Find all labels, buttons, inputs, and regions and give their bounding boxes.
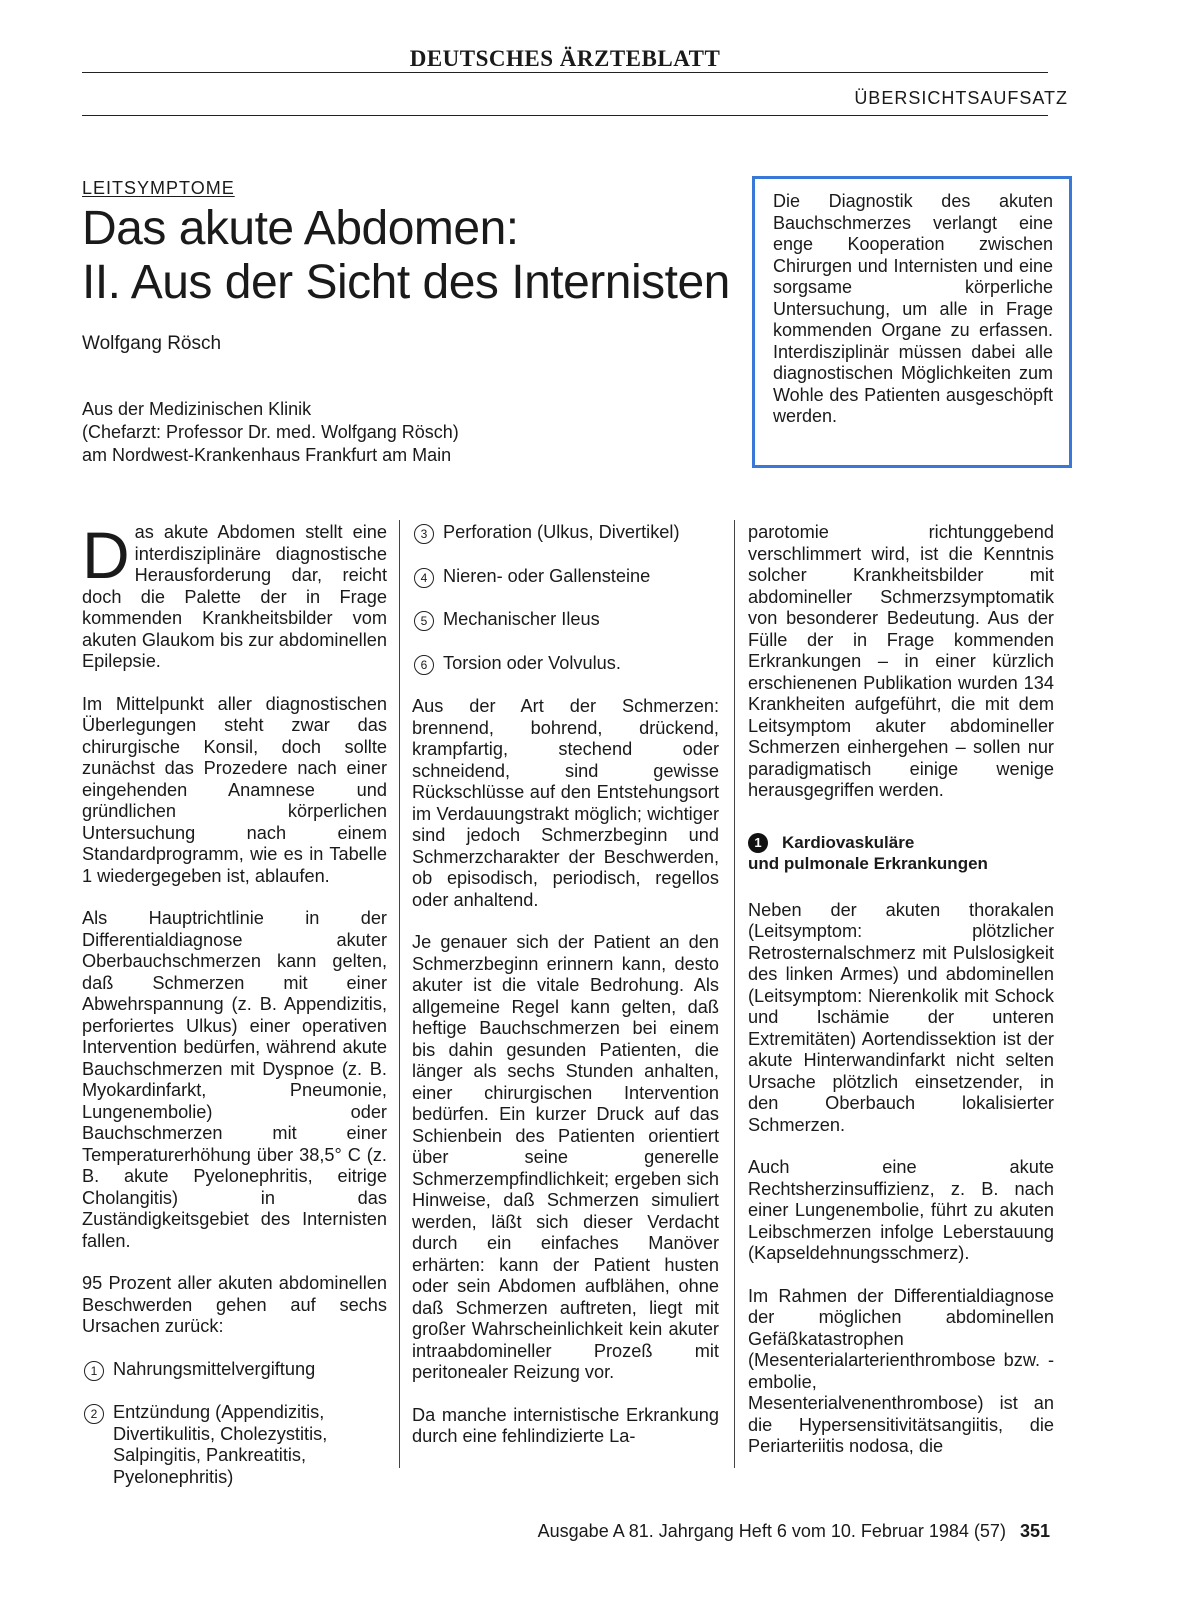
title-line-1: Das akute Abdomen: [82,202,519,255]
footer-citation: Ausgabe A 81. Jahrgang Heft 6 vom 10. Februar 1984 (57) [537,1521,1006,1541]
list-item-text: Perforation (Ulkus, Divertikel) [443,522,680,542]
circled-number: 3 [414,524,434,544]
list-item-text: Torsion oder Volvulus. [443,652,621,673]
column-3 [748,522,1054,1479]
section-label: ÜBERSICHTSAUFSATZ [854,88,1068,108]
paragraph [82,518,387,673]
heading-line-1: Kardiovaskuläre [782,832,915,852]
paragraph: Je genauer sich der Patient an den Schmerzbeginn erinnern kann, desto akuter ist die vitale Bedrohung. Als allgemeine Regel kann gelten, daß heftige Bauchschmerzen bei einem bis dahin gesunden Patienten, die länger als sechs Stunden anhalten, einer chirurgischen Intervention bedürfen. Ein kurzer Druck auf das Schienbein des Patienten orientiert über seine generelle Schmerzempfindlichkeit; ergeben sich Hinweise, daß Schmerzen simuliert werden, läßt sich dieser Verdacht durch ein einfaches Manöver erhärten: kann der Patient husten oder sein Abdomen aufblähen, ohne daß Schmerzen auftreten, liegt mit großer Wahrscheinlichkeit kein akuter intraabdomineller Prozeß mit peritonealer Reizung vor. [412,932,719,1382]
column-1 [82,518,387,1510]
list-item-text: Nahrungsmittelvergiftung [113,1358,316,1379]
column-divider-2 [734,520,735,1468]
drop-cap: D [82,518,130,592]
column-2 [412,522,719,1469]
title-line-2: II. Aus der Sicht des Internisten [82,256,730,309]
section-heading-text [748,832,988,874]
circled-number: 1 [84,1361,104,1381]
list-item [82,1359,387,1381]
list-item [82,1402,387,1488]
paragraph: parotomie richtunggebend verschlimmert wird, ist die Kenntnis solcher Krankheitsbilder mit abdomineller Schmerzsymptomatik von besonderer Bedeutung. Aus der Fülle der in Frage kommenden Erkrankungen – in einer kürzlich erschienenen Publikation wurden 134 Krankheiten aufgeführt, die mit dem Leitsymptom akuter abdomineller Schmerzen einhergehen – sollen nur paradigmatisch einige wenige herausgegriffen werden. [748,522,1054,800]
paragraph: Da manche internistische Erkrankung durch eine fehlindizierte La- [412,1404,719,1446]
list-item [412,522,719,544]
circled-number: 5 [414,611,434,631]
header-rule-bottom [82,115,1048,116]
paragraph: Neben der akuten thorakalen (Leitsymptom: plötzlicher Retrosternalschmerz mit Pulslosigkeit des linken Armes) und abdominellen (Leitsymptom: Nierenkolik mit Schock und Ischämie der unteren Extremitäten) Aortendissektion ist der akute Hinterwandinfarkt nicht selten Ursache plötzlich einsetzender, in den Oberbauch lokalisierter Schmerzen. [748,899,1054,1135]
paragraph-text: as akute Abdomen stellt eine interdisziplinäre diagnostische Herausforderung dar, reicht doch die Palette der in Frage kommenden Krankheitsbilder vom akuten Glaukom bis zur abdominellen Epilepsie. [82,522,387,671]
summary-box: Die Diagnostik des akuten Bauchschmerzes verlangt eine enge Kooperation zwischen Chirurgen und Internisten und eine sorgsame körperliche Untersuchung, um alle in Frage kommenden Organe zu erfassen. Interdisziplinär müssen dabei alle diagnostischen Möglichkeiten zum Wohle des Patienten ausgeschöpft werden. [752,176,1072,468]
page-number: 351 [1019,1521,1050,1541]
list-item [412,609,719,631]
list-item [412,566,719,588]
paragraph: Im Mittelpunkt aller diagnostischen Überlegungen steht zwar das chirurgische Konsil, doch sollte zunächst das Prozedere nach einer eingehenden Anamnese und gründlichen körperlichen Untersuchung nach einem Standardprogramm, wie es in Tabelle 1 wiedergegeben ist, ablaufen. [82,693,387,886]
author: Wolfgang Rösch [82,333,222,354]
article-title [82,202,730,310]
affiliation-line-1: Aus der Medizinischen Klinik [82,399,312,419]
list-item [412,653,719,675]
affiliation-line-2: (Chefarzt: Professor Dr. med. Wolfgang Rösch) [82,422,459,442]
section-number-badge: 1 [748,833,768,853]
affiliation [82,398,459,467]
paragraph: Aus der Art der Schmerzen: brennend, bohrend, drückend, krampfartig, stechend oder schneidend, sind gewisse Rückschlüsse auf den Entstehungsort im Verdauungstrakt möglich; wichtiger sind jedoch Schmerzbeginn und Schmerzcharakter der Beschwerden, ob episodisch, periodisch, regellos oder anhaltend. [412,696,719,910]
paragraph: Auch eine akute Rechtsherzinsuffizienz, z. B. nach einer Lungenembolie, führt zu akuten Leibschmerzen infolge Leberstauung (Kapseldehnungsschmerz). [748,1157,1054,1263]
circled-number: 2 [84,1404,104,1424]
circled-number: 4 [414,568,434,588]
list-item-text: Nieren- oder Gallensteine [443,565,651,586]
masthead: DEUTSCHES ÄRZTEBLATT [409,46,721,71]
list-item-text: Entzündung (Appendizitis, Divertikulitis, Cholezystitis, Salpingitis, Pankreatitis, Pyelonephritis) [113,1402,328,1487]
circled-number: 6 [414,655,434,675]
article-kicker: LEITSYMPTOME [82,178,235,198]
page-footer [538,1521,1050,1542]
section-heading [748,832,1054,874]
paragraph: Im Rahmen der Differentialdiagnose der möglichen abdominellen Gefäßkatastrophen (Mesenterialarterienthrombose bzw. -embolie, Mesenterialvenenthrombose) ist an die Hypersensitivitätsangiitis, die Periarteriitis nodosa, die [748,1285,1054,1456]
header-rule-top [82,72,1048,73]
paragraph: Als Hauptrichtlinie in der Differentialdiagnose akuter Oberbauchschmerzen kann gelten, daß Schmerzen mit einer Abwehrspannung (z. B. Appendizitis, perforiertes Ulkus) einer operativen Intervention bedürfen, während akute Bauchschmerzen mit Dyspnoe (z. B. Myokardinfarkt, Pneumonie, Lungenembolie) oder Bauchschmerzen mit einer Temperaturerhöhung über 38,5° C (z. B. akute Pyelonephritis, eitrige Cholangitis) in das Zuständigkeitsgebiet des Internisten fallen. [82,908,387,1251]
heading-line-2: und pulmonale Erkrankungen [748,853,988,873]
paragraph: 95 Prozent aller akuten abdominellen Beschwerden gehen auf sechs Ursachen zurück: [82,1273,387,1336]
list-item-text: Mechanischer Ileus [443,609,600,629]
affiliation-line-3: am Nordwest-Krankenhaus Frankfurt am Main [82,445,452,465]
column-divider-1 [399,520,400,1468]
